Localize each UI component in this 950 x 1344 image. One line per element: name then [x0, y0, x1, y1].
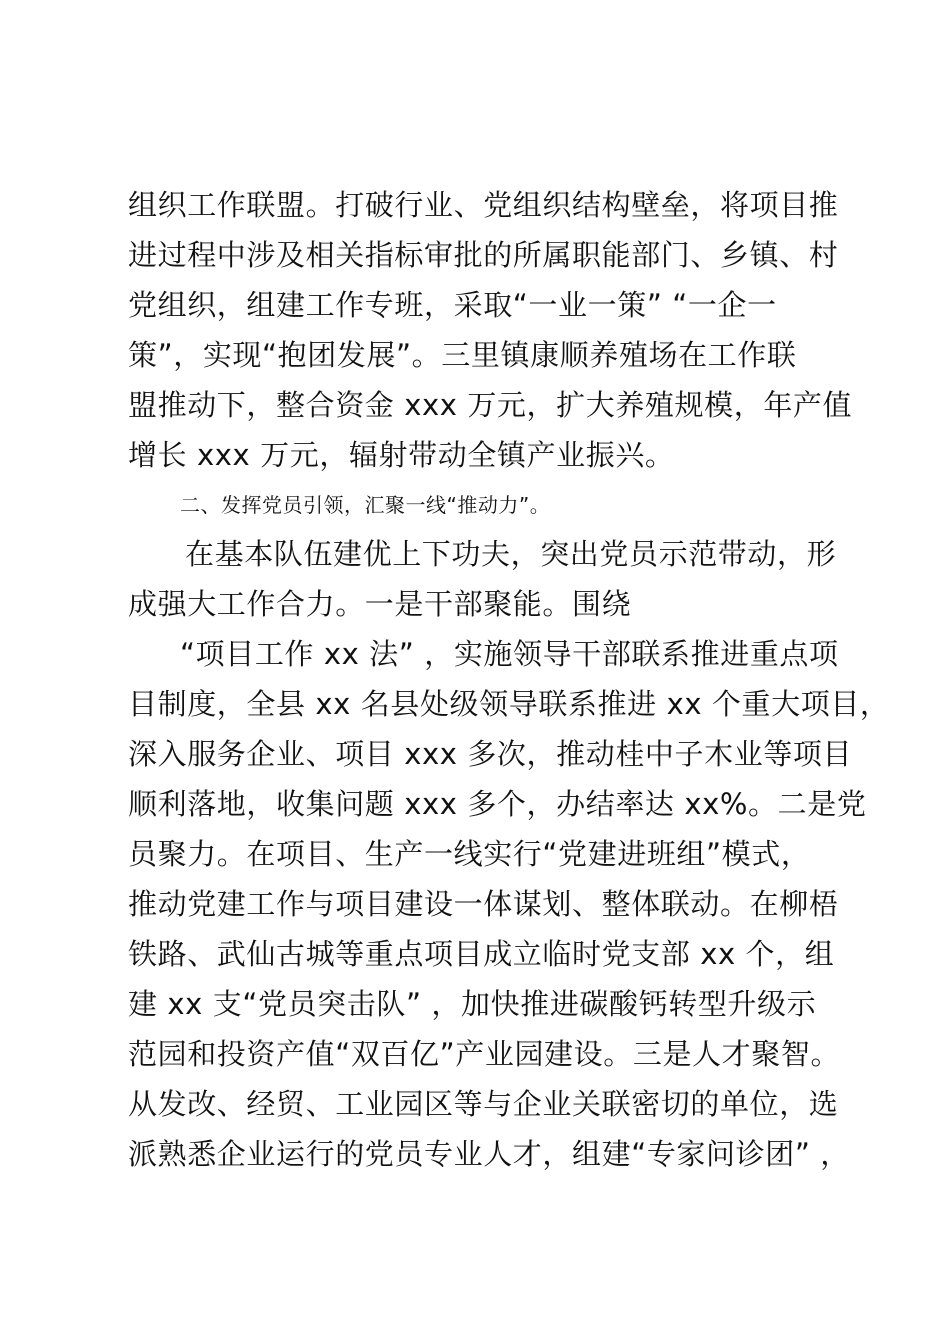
text-line: 铁路、武仙古城等重点项目成立临时党支部 xx 个，组: [128, 937, 835, 971]
text-line: 顺利落地，收集问题 xxx 多个，办结率达 xx%。二是党: [128, 787, 867, 821]
text-line: 从发改、经贸、工业园区等与企业关联密切的单位，选: [128, 1087, 839, 1121]
text-line: 组织工作联盟。打破行业、党组织结构壁垒，将项目推: [128, 188, 839, 222]
text-line: 盟推动下，整合资金 xxx 万元，扩大养殖规模，年产值: [128, 388, 853, 422]
text-line: 员聚力。在项目、生产一线实行“党建进班组”模式，: [128, 837, 811, 871]
text-line: 范园和投资产值“双百亿”产业园建设。三是人才聚智。: [128, 1037, 841, 1071]
text-line: 进过程中涉及相关指标审批的所属职能部门、乡镇、村: [128, 238, 839, 272]
text-line: 派熟悉企业运行的党员专业人才，组建“专家问诊团” ，: [128, 1137, 850, 1171]
text-line: 在基本队伍建优上下功夫，突出党员示范带动，形: [185, 537, 837, 571]
text-line: “项目工作 xx 法” ，实施领导干部联系推进重点项: [180, 637, 839, 671]
text-line: 增长 xxx 万元，辐射带动全镇产业振兴。: [128, 438, 675, 472]
section-heading: 二、发挥党员引领，汇聚一线“推动力”。: [180, 493, 551, 517]
text-line: 成强大工作合力。一是干部聚能。围绕: [128, 587, 632, 621]
text-line: 党组织，组建工作专班，采取“一业一策” “一企一: [128, 288, 777, 322]
text-line: 目制度，全县 xx 名县处级领导联系推进 xx 个重大项目，: [128, 687, 890, 721]
text-line: 建 xx 支“党员突击队” ，加快推进碳酸钙转型升级示: [128, 987, 817, 1021]
text-line: 推动党建工作与项目建设一体谋划、整体联动。在柳梧: [128, 887, 839, 921]
text-line: 深入服务企业、项目 xxx 多次，推动桂中子木业等项目: [128, 737, 853, 771]
text-line: 策”，实现“抱团发展”。三里镇康顺养殖场在工作联: [128, 338, 797, 372]
